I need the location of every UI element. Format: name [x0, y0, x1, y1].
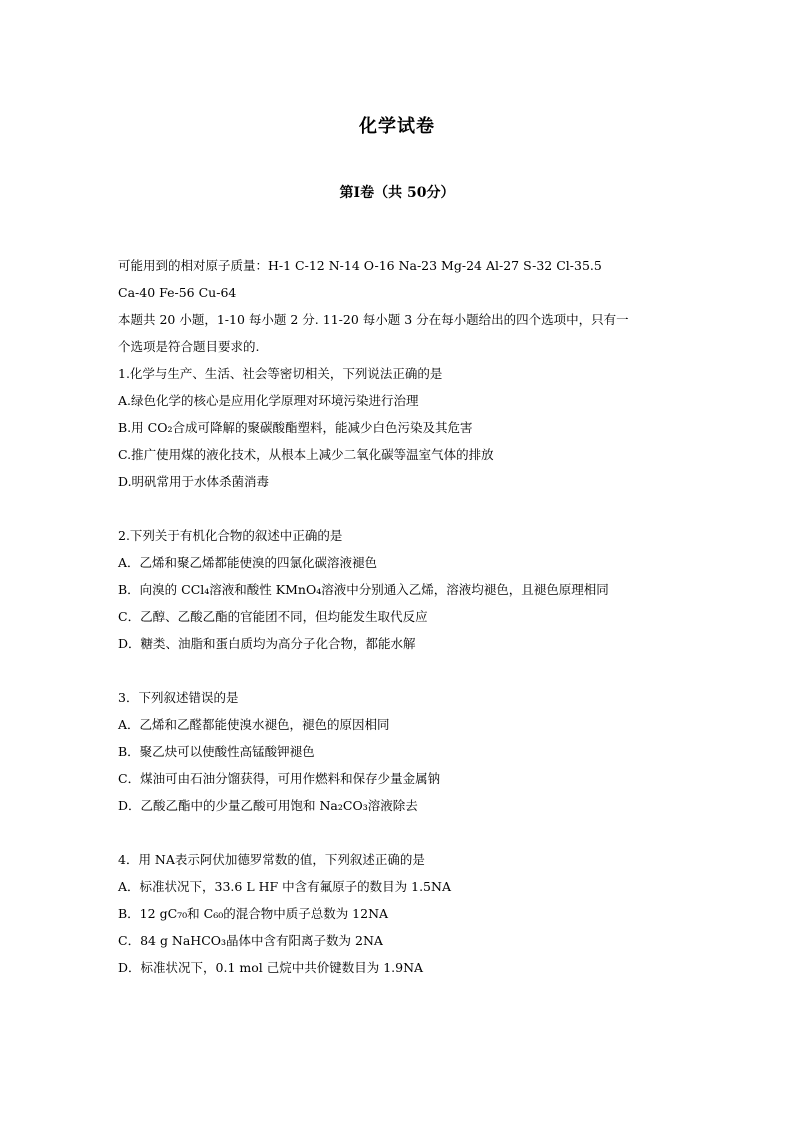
exam-body: [118, 252, 688, 981]
atomic-mass-line-2: Ca-40 Fe-56 Cu-64: [118, 285, 237, 300]
question-stem: 3．下列叙述错误的是: [118, 690, 239, 705]
spacer: [118, 657, 688, 684]
question-1: [118, 360, 688, 495]
spacer: [118, 819, 688, 846]
question-stem: 2.下列关于有机化合物的叙述中正确的是: [118, 528, 343, 543]
option-b: B.用 CO₂合成可降解的聚碳酸酯塑料，能减少白色污染及其危害: [118, 420, 473, 435]
page-title: 化学试卷: [359, 116, 435, 137]
option-d: D．糖类、油脂和蛋白质均为高分子化合物，都能水解: [118, 636, 416, 651]
section-title: 第Ⅰ卷（共 50分）: [339, 185, 455, 201]
option-d: D.明矾常用于水体杀菌消毒: [118, 474, 270, 489]
option-a: A．标准状况下，33.6 L HF 中含有氟原子的数目为 1.5NA: [118, 879, 451, 894]
option-c: C．煤油可由石油分馏获得，可用作燃料和保存少量金属钠: [118, 771, 441, 786]
option-a: A．乙烯和乙醛都能使溴水褪色，褪色的原因相同: [118, 717, 390, 732]
question-2: [118, 522, 688, 657]
option-b: B．向溴的 CCl₄溶液和酸性 KMnO₄溶液中分别通入乙烯，溶液均褪色，且褪色原理相同: [118, 582, 609, 597]
option-a: A.绿色化学的核心是应用化学原理对环境污染进行治理: [118, 393, 419, 408]
option-b: B．聚乙炔可以使酸性高锰酸钾褪色: [118, 744, 315, 759]
option-d: D．乙酸乙酯中的少量乙酸可用饱和 Na₂CO₃溶液除去: [118, 798, 418, 813]
option-a: A．乙烯和聚乙烯都能使溴的四氯化碳溶液褪色: [118, 555, 378, 570]
option-b: B．12 gC₇₀和 C₆₀的混合物中质子总数为 12NA: [118, 906, 389, 921]
instructions-line-2: 个选项是符合题目要求的.: [118, 339, 260, 354]
atomic-mass-line-1: 可能用到的相对原子质量：H-1 C-12 N-14 O-16 Na-23 Mg-24 Al-27 S-32 Cl-35.5: [118, 258, 602, 273]
instructions-line-1: 本题共 20 小题，1-10 每小题 2 分. 11-20 每小题 3 分在每小题给出的四个选项中，只有一: [118, 312, 629, 327]
option-c: C.推广使用煤的液化技术，从根本上减少二氧化碳等温室气体的排放: [118, 447, 494, 462]
question-stem: 1.化学与生产、生活、社会等密切相关，下列说法正确的是: [118, 366, 443, 381]
spacer: [118, 495, 688, 522]
option-d: D．标准状况下，0.1 mol 己烷中共价键数目为 1.9NA: [118, 960, 424, 975]
question-stem: 4．用 NA表示阿伏加德罗常数的值，下列叙述正确的是: [118, 852, 425, 867]
question-4: [118, 846, 688, 981]
option-c: C．84 g NaHCO₃晶体中含有阳离子数为 2NA: [118, 933, 383, 948]
question-3: [118, 684, 688, 819]
option-c: C．乙醇、乙酸乙酯的官能团不同，但均能发生取代反应: [118, 609, 428, 624]
